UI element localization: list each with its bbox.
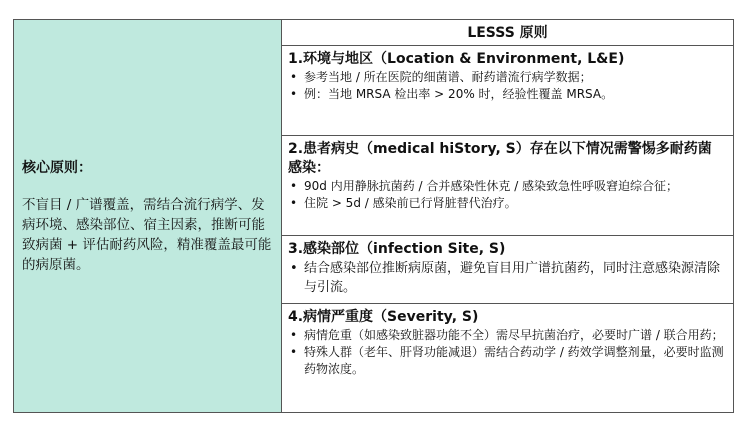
bullet-list xyxy=(288,178,725,212)
section-infection-site xyxy=(282,236,733,304)
lesss-header: LESSS 原则 xyxy=(282,20,733,46)
lesss-column xyxy=(282,20,733,412)
bullet-list xyxy=(288,259,725,297)
bullet-item: • 住院 > 5d / 感染前已行肾脏替代治疗。 xyxy=(288,195,725,212)
bullet-item: • 参考当地 / 所在医院的细菌谱、耐药谱流行病学数据； xyxy=(288,69,725,86)
section-medical-history xyxy=(282,136,733,236)
bullet-list xyxy=(288,327,725,378)
bullet-item: • 例：当地 MRSA 检出率 > 20% 时，经验性覆盖 MRSA。 xyxy=(288,86,725,103)
bullet-item: • 90d 内用静脉抗菌药 / 合并感染性休克 / 感染致急性呼吸窘迫综合征； xyxy=(288,178,725,195)
principles-table xyxy=(13,19,734,413)
section-title: 3.感染部位（infection Site, S) xyxy=(288,241,506,257)
bullet-item: • 病情危重（如感染致脏器功能不全）需尽早抗菌治疗，必要时广谱 / 联合用药； xyxy=(288,327,725,344)
core-principle-cell xyxy=(14,20,282,412)
bullet-list xyxy=(288,69,725,103)
bullet-item: • 特殊人群（老年、肝肾功能减退）需结合药动学 / 药效学调整剂量，必要时监测药物浓度。 xyxy=(288,344,725,378)
core-principle-text: 不盲目 / 广谱覆盖，需结合流行病学、发病环境、感染部位、宿主因素，推断可能致病菌 + 评估耐药风险，精准覆盖最可能的病原菌。 xyxy=(22,197,272,273)
section-severity xyxy=(282,304,733,412)
bullet-item: • 结合感染部位推断病原菌，避免盲目用广谱抗菌药，同时注意感染源清除与引流。 xyxy=(288,259,725,297)
section-location-environment xyxy=(282,46,733,136)
section-title: 4.病情严重度（Severity, S) xyxy=(288,309,479,325)
section-title: 1.环境与地区（Location & Environment, L&E) xyxy=(288,51,625,67)
section-title: 2.患者病史（medical hiStory, S）存在以下情况需警惕多耐药菌感染： xyxy=(288,141,712,176)
core-principle-title: 核心原则： xyxy=(22,160,92,176)
